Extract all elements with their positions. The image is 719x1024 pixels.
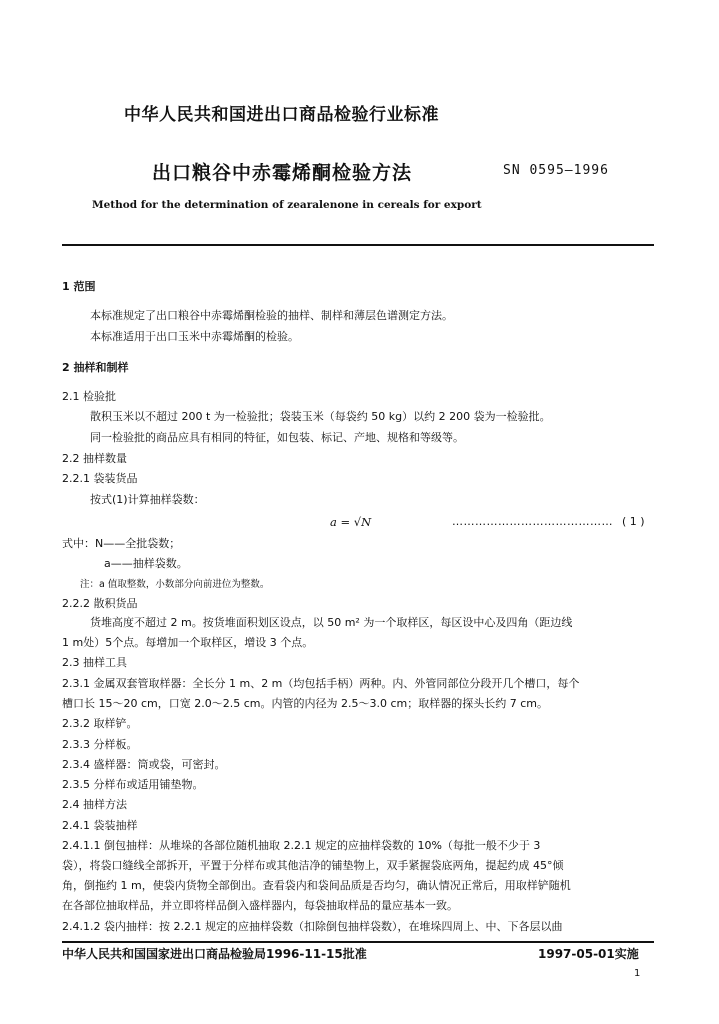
formula: a = √N — [330, 515, 372, 529]
issuing-organization: 中华人民共和国进出口商品检验行业标准 — [124, 105, 439, 125]
subsection-heading: 2.4 抽样方法 — [62, 798, 127, 811]
page-number: 1 — [634, 968, 641, 979]
note: 注：a 值取整数，小数部分向前进位为整数。 — [80, 579, 270, 590]
paragraph: 本标准规定了出口粮谷中赤霉烯酮检验的抽样、制样和薄层色谱测定方法。 — [90, 309, 453, 322]
english-title: Method for the determination of zearalenone in cereals for export — [92, 199, 482, 211]
document-title: 出口粮谷中赤霉烯酮检验方法 — [152, 162, 413, 184]
header-rule — [62, 244, 654, 246]
paragraph: 袋），将袋口缝线全部拆开，平置于分样布或其他洁净的铺垫物上，双手紧握袋底两角，提起约成 45°倾 — [62, 859, 564, 872]
subsection-heading: 2.2.2 散积货品 — [62, 597, 138, 610]
formula-number: ( 1 ) — [622, 515, 645, 528]
paragraph: 散积玉米以不超过 200 t 为一检验批；袋装玉米（每袋约 50 kg）以约 2 200 袋为一检验批。 — [90, 410, 551, 423]
paragraph: 2.3.1 金属双套管取样器：全长分 1 m、2 m（均包括手柄）两种。内、外管同部位分段开几个槽口，每个 — [62, 677, 580, 690]
section-1-heading: 1 范围 — [62, 280, 96, 293]
paragraph: 按式(1)计算抽样袋数： — [90, 493, 205, 506]
paragraph: 2.4.1.2 袋内抽样：按 2.2.1 规定的应抽样袋数（扣除倒包抽样袋数），在堆垛四周上、中、下各层以曲 — [62, 920, 563, 933]
subsection-heading: 2.3 抽样工具 — [62, 656, 127, 669]
list-item: 2.3.4 盛样器：筒或袋，可密封。 — [62, 758, 226, 771]
approval-line: 中华人民共和国国家进出口商品检验局1996-11-15批准 — [62, 947, 367, 961]
formula-legend: 式中：N——全批袋数； — [62, 537, 181, 550]
paragraph: 槽口长 15～20 cm，口宽 2.0～2.5 cm。内管的内径为 2.5～3.0 cm；取样器的探头长约 7 cm。 — [62, 697, 548, 710]
formula-leader-dots: …………………………………… — [452, 515, 613, 528]
subsection-heading: 2.2.1 袋装货品 — [62, 472, 138, 485]
implementation-date: 1997-05-01实施 — [538, 947, 639, 961]
subsection-heading: 2.4.1 袋装抽样 — [62, 819, 138, 832]
paragraph: 2.4.1.1 倒包抽样：从堆垛的各部位随机抽取 2.2.1 规定的应抽样袋数的 10%（每批一般不少于 3 — [62, 839, 541, 852]
paragraph: 同一检验批的商品应具有相同的特征，如包装、标记、产地、规格和等级等。 — [90, 431, 464, 444]
standard-number: SN 0595—1996 — [503, 163, 609, 178]
footer-rule — [62, 941, 654, 943]
list-item: 2.3.3 分样板。 — [62, 738, 138, 751]
paragraph: 角，倒拖约 1 m，使袋内货物全部倒出。查看袋内和袋间品质是否均匀，确认情况正常后，用取样铲随机 — [62, 879, 571, 892]
paragraph: 货堆高度不超过 2 m。按货堆面积划区设点，以 50 m² 为一个取样区，每区设中心及四角（距边线 — [90, 616, 573, 629]
formula-legend: a——抽样袋数。 — [104, 557, 188, 570]
subsection-heading: 2.2 抽样数量 — [62, 452, 127, 465]
paragraph: 在各部位抽取样品，并立即将样品倒入盛样器内，每袋抽取样品的量应基本一致。 — [62, 899, 458, 912]
list-item: 2.3.5 分样布或适用铺垫物。 — [62, 778, 204, 791]
section-2-heading: 2 抽样和制样 — [62, 361, 129, 374]
list-item: 2.3.2 取样铲。 — [62, 717, 138, 730]
paragraph: 1 m处）5个点。每增加一个取样区，增设 3 个点。 — [62, 636, 314, 649]
subsection-heading: 2.1 检验批 — [62, 390, 116, 403]
paragraph: 本标准适用于出口玉米中赤霉烯酮的检验。 — [90, 330, 299, 343]
